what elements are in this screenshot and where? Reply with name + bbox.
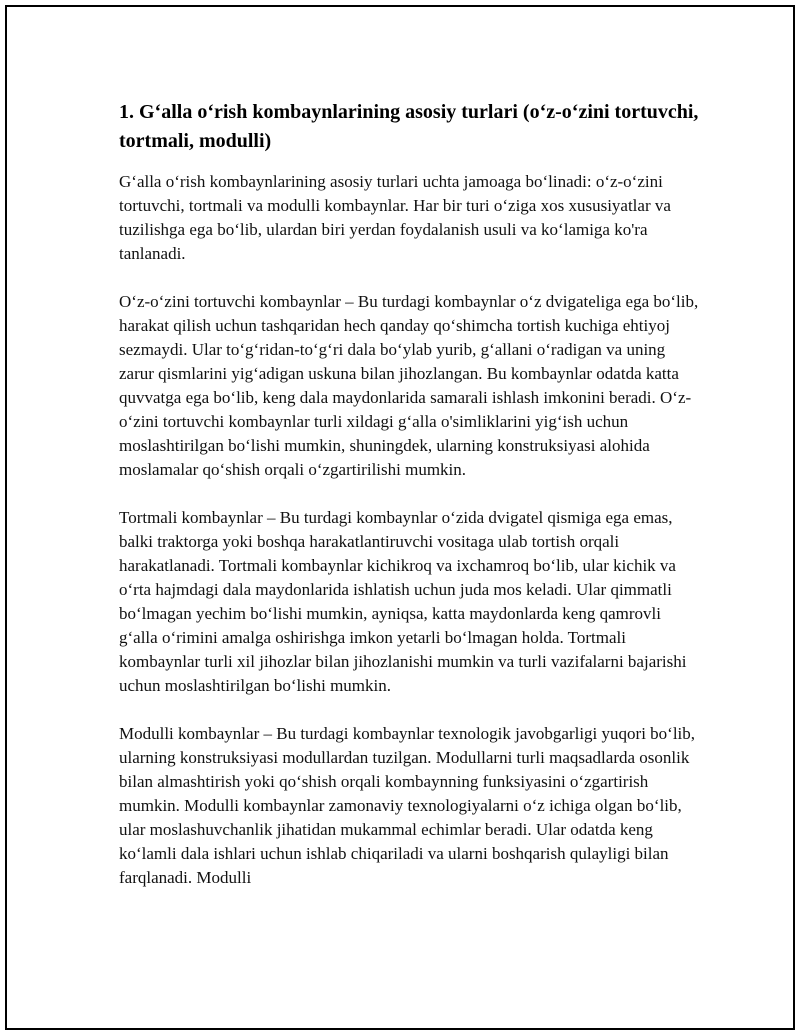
paragraph-towed: Tortmali kombaynlar – Bu turdagi kombaynlar o‘zida dvigatel qismiga ega emas, balki traktorga yoki boshqa harakatlantiruvchi vositaga ulab tortish orqali harakatlanadi. Tortmali kombaynlar kichikroq va ixchamroq bo‘lib, ular kichik va o‘rta hajmdagi dala maydonlarida ishlatish uchun juda mos keladi. Ular qimmatli bo‘lmagan yechim bo‘lishi mumkin, ayniqsa, katta maydonlarda keng qamrovli g‘alla o‘rimini amalga oshirishga imkon yetarli bo‘lmagan holda. Tortmali kombaynlar turli xil jihozlar bilan jihozlanishi mumkin va turli vazifalarni bajarishi uchun moslashtirilgan bo‘lishi mumkin. bbox=[119, 508, 687, 695]
paragraph-modular: Modulli kombaynlar – Bu turdagi kombaynlar texnologik javobgarligi yuqori bo‘lib, ularning konstruksiyasi modullardan tuzilgan. Modullarni turli maqsadlarda osonlik bilan almashtirish yoki qo‘shish orqali kombaynning funksiyasini o‘zgartirish mumkin. Modulli kombaynlar zamonaviy texnologiyalarni o‘z ichiga olgan bo‘lib, ular moslashuvchanlik jihatidan mukammal echimlar beradi. Ular odatda keng ko‘lamli dala ishlari uchun ishlab chiqariladi va ularni boshqarish qulayligi bilan farqlanadi. Modulli bbox=[119, 724, 696, 887]
paragraph-intro: G‘alla o‘rish kombaynlarining asosiy turlari uchta jamoaga bo‘linadi: o‘z-o‘zini tortuvchi, tortmali va modulli kombaynlar. Har bir turi o‘ziga xos xususiyatlar va tuzilishga ega bo‘lib, ulardan biri yerdan foydalanish usuli va ko‘lamiga ko'ra tanlanadi. bbox=[119, 172, 671, 263]
paragraph-self-propelled: O‘z-o‘zini tortuvchi kombaynlar – Bu turdagi kombaynlar o‘z dvigateliga ega bo‘lib, harakat qilish uchun tashqaridan hech qanday qo‘shimcha tortish kuchiga ehtiyoj sezmaydi. Ular to‘g‘ridan-to‘g‘ri dala bo‘ylab yurib, g‘allani o‘radigan va uning zarur qismlarini yig‘adigan uskuna bilan jihozlangan. Bu kombaynlar odatda katta quvvatga ega bo‘lib, keng dala maydonlarida samarali ishlash imkonini beradi. O‘z-o‘zini tortuvchi kombaynlar turli xildagi g‘alla o'simliklarini yig‘ish uchun moslashtirilgan bo‘lishi mumkin, shuningdek, ularning konstruksiyasi alohida moslamalar qo‘shish orqali o‘zgartirilishi mumkin. bbox=[119, 292, 699, 479]
page-frame bbox=[5, 5, 795, 1030]
section-heading: 1. G‘alla o‘rish kombaynlarining asosiy turlari (o‘z-o‘zini tortuvchi, tortmali, modulli) bbox=[119, 101, 699, 152]
document-body bbox=[119, 98, 699, 914]
